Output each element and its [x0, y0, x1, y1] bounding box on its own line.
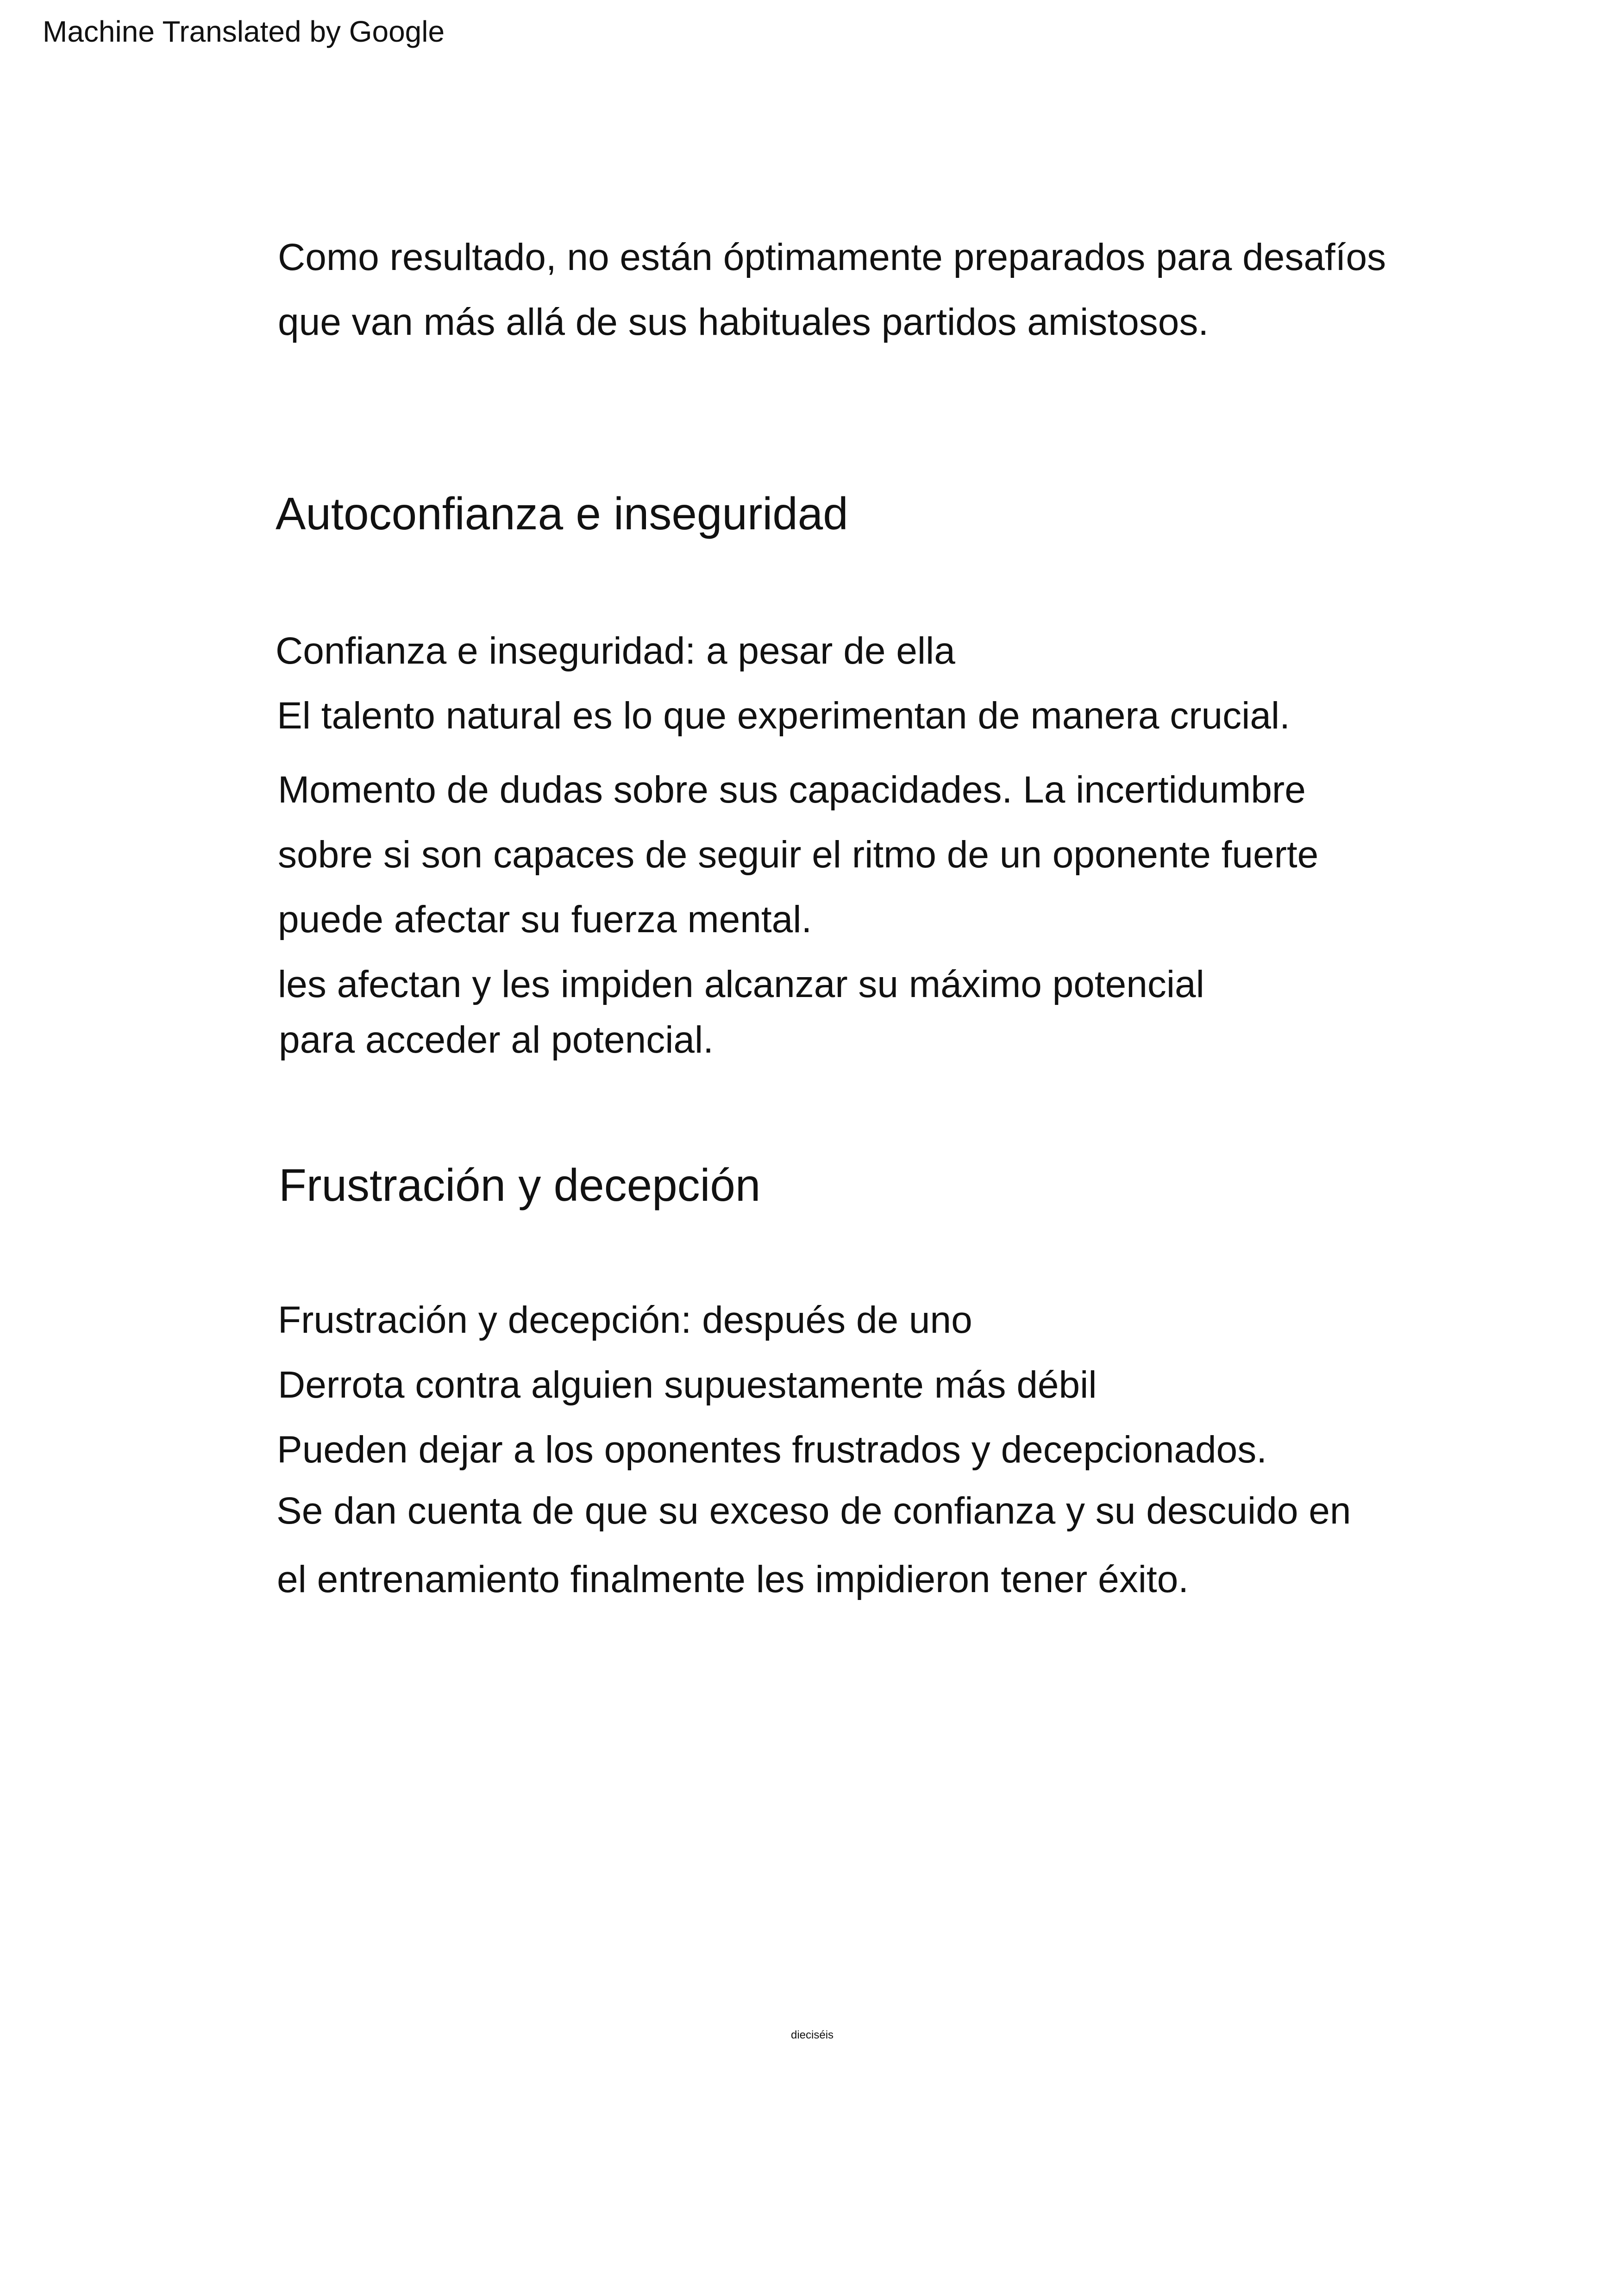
paragraph-line: Frustración y decepción: después de uno — [278, 1299, 972, 1341]
paragraph-line: el entrenamiento finalmente les impidieron tener éxito. — [277, 1558, 1189, 1600]
page-number: dieciséis — [791, 2029, 834, 2041]
paragraph-line: puede afectar su fuerza mental. — [278, 898, 812, 941]
paragraph-line: Derrota contra alguien supuestamente más débil — [278, 1364, 1097, 1406]
paragraph-line: sobre si son capaces de seguir el ritmo de un oponente fuerte — [278, 834, 1319, 876]
paragraph-line: Se dan cuenta de que su exceso de confianza y su descuido en — [276, 1490, 1351, 1532]
paragraph-line: Momento de dudas sobre sus capacidades. La incertidumbre — [278, 769, 1306, 811]
paragraph-line: El talento natural es lo que experimentan de manera crucial. — [277, 695, 1290, 737]
paragraph-line: les afectan y les impiden alcanzar su máximo potencial — [278, 963, 1204, 1005]
paragraph-line: Confianza e inseguridad: a pesar de ella — [276, 630, 955, 672]
paragraph-line: para acceder al potencial. — [279, 1019, 714, 1061]
paragraph-line: Pueden dejar a los oponentes frustrados y decepcionados. — [277, 1429, 1267, 1471]
intro-line: Como resultado, no están óptimamente preparados para desafíos — [278, 236, 1386, 278]
section-heading: Autoconfianza e inseguridad — [276, 488, 848, 539]
machine-translation-banner: Machine Translated by Google — [43, 15, 445, 48]
intro-line: que van más allá de sus habituales partidos amistosos. — [278, 301, 1209, 343]
section-heading: Frustración y decepción — [279, 1160, 761, 1211]
